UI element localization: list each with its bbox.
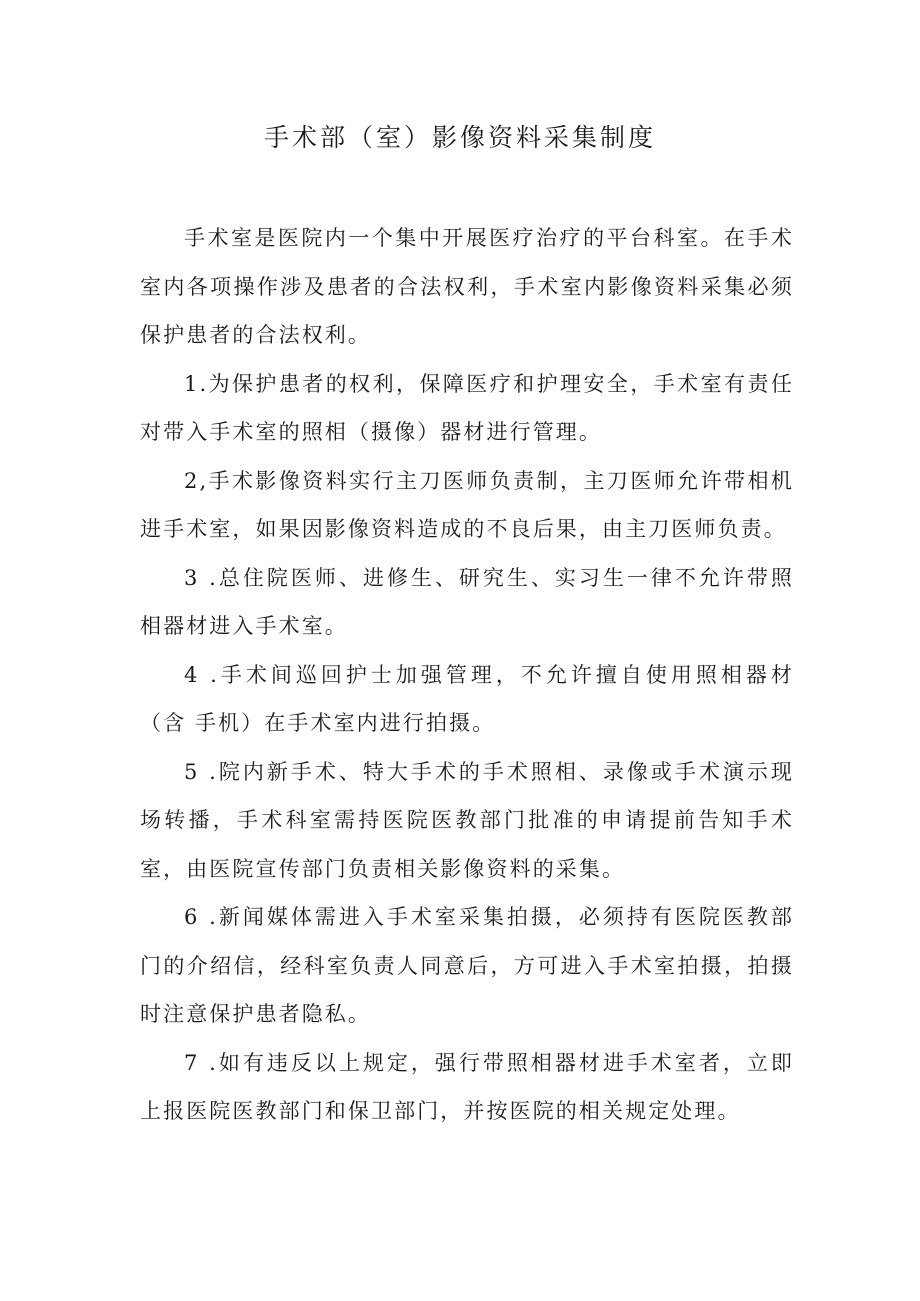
rule-2-paragraph: 2,手术影像资料实行主刀医师负责制，主刀医师允许带相机进手术室，如果因影像资料造成的不良后果，由主刀医师负责。 <box>140 468 794 541</box>
rule-7-paragraph: 7 .如有违反以上规定，强行带照相器材进手术室者，立即上报医院医教部门和保卫部门，并按医院的相关规定处理。 <box>140 1050 794 1123</box>
rule-4-paragraph: 4 .手术间巡回护士加强管理，不允许擅自使用照相器材（含 手机）在手术室内进行拍摄。 <box>140 662 794 735</box>
document-title: 手术部（室）影像资料采集制度 <box>263 123 656 152</box>
rule-1-paragraph: 1.为保护患者的权利，保障医疗和护理安全，手术室有责任对带入手术室的照相（摄像）器材进行管理。 <box>140 371 794 444</box>
document-body <box>140 214 794 1136</box>
rule-5-paragraph: 5 .院内新手术、特大手术的手术照相、录像或手术演示现场转播，手术科室需持医院医教部门批准的申请提前告知手术室，由医院宣传部门负责相关影像资料的采集。 <box>140 759 794 881</box>
intro-paragraph: 手术室是医院内一个集中开展医疗治疗的平台科室。在手术室内各项操作涉及患者的合法权利，手术室内影像资料采集必须保护患者的合法权利。 <box>140 226 794 347</box>
rule-3-paragraph: 3 .总住院医师、进修生、研究生、实习生一律不允许带照相器材进入手术室。 <box>140 565 794 638</box>
rule-6-paragraph: 6 .新闻媒体需进入手术室采集拍摄，必须持有医院医教部门的介绍信，经科室负责人同意后，方可进入手术室拍摄，拍摄时注意保护患者隐私。 <box>140 905 794 1026</box>
